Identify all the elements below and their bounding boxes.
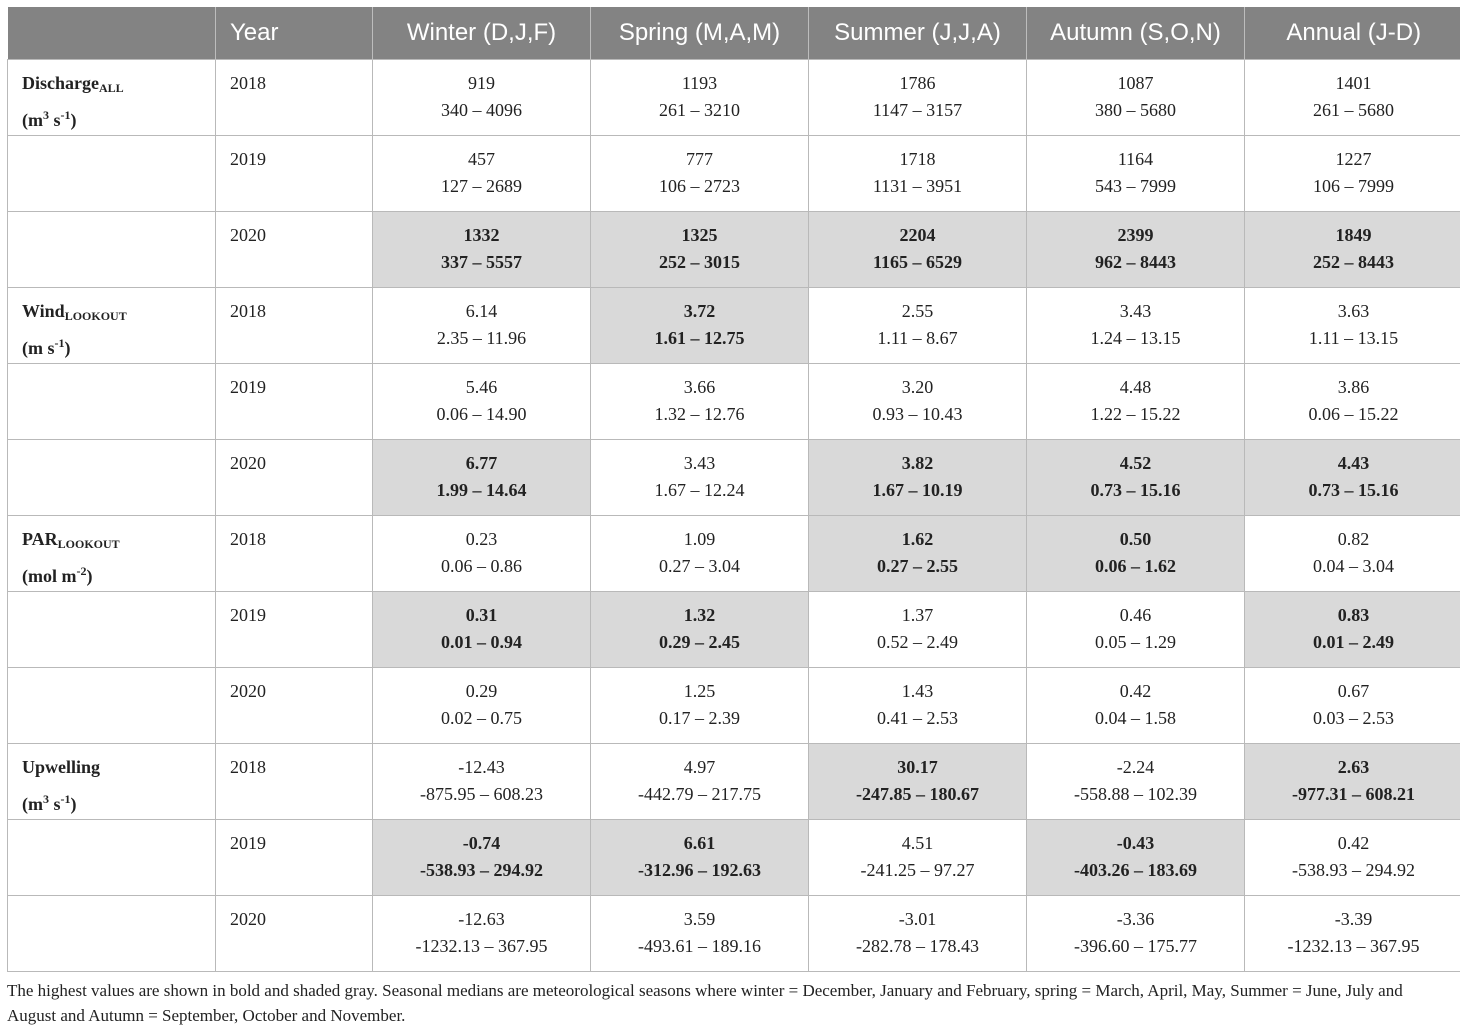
value-cell	[373, 364, 591, 440]
range-value: 962 – 8443	[1095, 252, 1176, 272]
median-value: 1849	[1335, 225, 1372, 245]
year-value: 2018	[230, 757, 266, 777]
range-value: 252 – 3015	[659, 252, 740, 272]
range-value: 0.02 – 0.75	[441, 708, 522, 728]
range-value: 543 – 7999	[1095, 176, 1176, 196]
median-value: -3.39	[1334, 909, 1373, 929]
param-name: Upwelling	[22, 757, 101, 777]
median-value: 919	[468, 73, 495, 93]
median-value: 0.29	[465, 681, 498, 701]
range-value: 337 – 5557	[441, 252, 522, 272]
value-cell	[1027, 516, 1245, 592]
value-cell	[591, 136, 809, 212]
value-cell	[1027, 820, 1245, 896]
value-cell	[1245, 592, 1460, 668]
range-value: 0.73 – 15.16	[1090, 480, 1181, 500]
unit-part: s	[49, 110, 61, 130]
table-row	[8, 60, 1460, 136]
median-value: 3.82	[901, 453, 934, 473]
param-name: Wind	[22, 301, 65, 321]
value-cell	[1027, 668, 1245, 744]
median-value: 1.32	[683, 605, 716, 625]
range-value: -282.78 – 178.43	[856, 936, 979, 956]
header-annual: Annual (J-D)	[1245, 7, 1460, 60]
param-cell	[8, 820, 216, 896]
median-value: 457	[468, 149, 495, 169]
range-value: 0.17 – 2.39	[659, 708, 740, 728]
year-value: 2018	[230, 301, 266, 321]
year-value: 2019	[230, 605, 266, 625]
value-cell	[591, 896, 809, 972]
median-value: 6.14	[465, 301, 498, 321]
value-cell	[591, 516, 809, 592]
median-value: 1087	[1117, 73, 1154, 93]
median-value: 3.43	[683, 453, 716, 473]
median-value: 5.46	[465, 377, 498, 397]
median-value: 3.72	[683, 301, 716, 321]
median-value: 1.09	[683, 529, 716, 549]
range-value: 0.01 – 2.49	[1313, 632, 1394, 652]
range-value: -403.26 – 183.69	[1074, 860, 1197, 880]
median-value: -0.43	[1116, 833, 1155, 853]
range-value: -442.79 – 217.75	[638, 784, 761, 804]
median-value: 1718	[899, 149, 936, 169]
param-name: PAR	[22, 529, 58, 549]
range-value: -493.61 – 189.16	[638, 936, 761, 956]
value-cell	[1027, 60, 1245, 136]
table-header-row	[8, 7, 1460, 60]
median-value: 0.23	[465, 529, 498, 549]
range-value: 0.93 – 10.43	[872, 404, 963, 424]
value-cell	[373, 592, 591, 668]
range-value: -241.25 – 97.27	[860, 860, 975, 880]
year-cell	[216, 440, 373, 516]
range-value: 1.32 – 12.76	[654, 404, 745, 424]
header-param	[8, 7, 216, 60]
median-value: 4.51	[901, 833, 934, 853]
value-cell	[1245, 744, 1460, 820]
median-value: 3.43	[1119, 301, 1152, 321]
median-value: 1193	[681, 73, 718, 93]
param-subscript: LOOKOUT	[57, 537, 120, 551]
year-cell	[216, 136, 373, 212]
table-row	[8, 440, 1460, 516]
value-cell	[591, 820, 809, 896]
range-value: 380 – 5680	[1095, 100, 1176, 120]
median-value: 1401	[1335, 73, 1372, 93]
param-cell	[8, 592, 216, 668]
median-value: 4.97	[683, 757, 716, 777]
param-cell	[8, 516, 216, 592]
range-value: 0.03 – 2.53	[1313, 708, 1394, 728]
unit-part: )	[64, 338, 71, 358]
median-value: 2204	[899, 225, 936, 245]
year-cell	[216, 288, 373, 364]
range-value: 2.35 – 11.96	[436, 328, 527, 348]
median-value: 1164	[1117, 149, 1154, 169]
range-value: 1.22 – 15.22	[1090, 404, 1181, 424]
unit-part: s	[49, 794, 61, 814]
median-value: 6.77	[465, 453, 498, 473]
value-cell	[373, 896, 591, 972]
range-value: 261 – 3210	[659, 100, 740, 120]
median-value: 1786	[899, 73, 936, 93]
range-value: 1.11 – 8.67	[877, 328, 958, 348]
year-cell	[216, 516, 373, 592]
value-cell	[1027, 744, 1245, 820]
value-cell	[1245, 60, 1460, 136]
median-value: 2.63	[1337, 757, 1370, 777]
param-cell	[8, 440, 216, 516]
value-cell	[373, 60, 591, 136]
value-cell	[591, 288, 809, 364]
seasonal-medians-table	[7, 7, 1460, 972]
year-value: 2019	[230, 149, 266, 169]
value-cell	[1245, 668, 1460, 744]
header-winter: Winter (D,J,F)	[373, 7, 591, 60]
value-cell	[809, 516, 1027, 592]
year-cell	[216, 896, 373, 972]
range-value: 0.06 – 1.62	[1095, 556, 1176, 576]
value-cell	[373, 820, 591, 896]
median-value: 0.67	[1337, 681, 1370, 701]
value-cell	[1027, 288, 1245, 364]
value-cell	[809, 440, 1027, 516]
value-cell	[1027, 136, 1245, 212]
value-cell	[373, 440, 591, 516]
range-value: -875.95 – 608.23	[420, 784, 543, 804]
value-cell	[1027, 212, 1245, 288]
year-value: 2019	[230, 377, 266, 397]
table-row	[8, 136, 1460, 212]
range-value: 0.04 – 3.04	[1313, 556, 1394, 576]
range-value: 0.52 – 2.49	[877, 632, 958, 652]
year-value: 2020	[230, 909, 266, 929]
range-value: 0.27 – 3.04	[659, 556, 740, 576]
range-value: 127 – 2689	[441, 176, 522, 196]
median-value: 0.50	[1119, 529, 1152, 549]
range-value: 1131 – 3951	[872, 176, 963, 196]
range-value: 1.67 – 10.19	[872, 480, 963, 500]
range-value: 1.11 – 13.15	[1308, 328, 1399, 348]
median-value: 1325	[681, 225, 718, 245]
median-value: 3.63	[1337, 301, 1370, 321]
range-value: 0.06 – 14.90	[436, 404, 527, 424]
param-cell	[8, 364, 216, 440]
median-value: 1.37	[901, 605, 934, 625]
value-cell	[809, 896, 1027, 972]
value-cell	[373, 744, 591, 820]
value-cell	[809, 212, 1027, 288]
table-container	[7, 7, 1452, 972]
value-cell	[1245, 440, 1460, 516]
range-value: -1232.13 – 367.95	[415, 936, 548, 956]
unit-part: (m s	[22, 338, 55, 358]
unit-part: (mol m	[22, 566, 77, 586]
median-value: -12.43	[458, 757, 505, 777]
param-cell	[8, 288, 216, 364]
median-value: 4.48	[1119, 377, 1152, 397]
year-cell	[216, 820, 373, 896]
header-autumn: Autumn (S,O,N)	[1027, 7, 1245, 60]
range-value: 106 – 2723	[659, 176, 740, 196]
year-value: 2020	[230, 681, 266, 701]
value-cell	[591, 212, 809, 288]
year-cell	[216, 212, 373, 288]
value-cell	[1245, 212, 1460, 288]
value-cell	[1245, 896, 1460, 972]
value-cell	[591, 668, 809, 744]
median-value: 0.42	[1337, 833, 1370, 853]
range-value: 106 – 7999	[1313, 176, 1394, 196]
value-cell	[591, 364, 809, 440]
range-value: 0.73 – 15.16	[1308, 480, 1399, 500]
year-value: 2018	[230, 73, 266, 93]
header-year: Year	[216, 7, 373, 60]
median-value: 2399	[1117, 225, 1154, 245]
median-value: -0.74	[462, 833, 501, 853]
param-cell	[8, 744, 216, 820]
param-cell	[8, 212, 216, 288]
range-value: -396.60 – 175.77	[1074, 936, 1197, 956]
median-value: 2.55	[901, 301, 934, 321]
value-cell	[809, 820, 1027, 896]
value-cell	[809, 136, 1027, 212]
median-value: 4.52	[1119, 453, 1152, 473]
range-value: -538.93 – 294.92	[420, 860, 543, 880]
value-cell	[809, 592, 1027, 668]
value-cell	[1245, 364, 1460, 440]
median-value: 0.42	[1119, 681, 1152, 701]
year-value: 2020	[230, 453, 266, 473]
range-value: 1147 – 3157	[872, 100, 963, 120]
value-cell	[1027, 592, 1245, 668]
median-value: 0.31	[465, 605, 498, 625]
param-subscript: ALL	[98, 81, 124, 95]
value-cell	[1027, 896, 1245, 972]
table-row	[8, 212, 1460, 288]
value-cell	[809, 288, 1027, 364]
median-value: 777	[686, 149, 713, 169]
header-summer: Summer (J,J,A)	[809, 7, 1027, 60]
value-cell	[373, 668, 591, 744]
range-value: -538.93 – 294.92	[1292, 860, 1415, 880]
median-value: -3.36	[1116, 909, 1155, 929]
median-value: 30.17	[897, 757, 938, 777]
unit-part: )	[86, 566, 93, 586]
median-value: 1227	[1335, 149, 1372, 169]
median-value: 6.61	[683, 833, 716, 853]
unit-part: (m	[22, 110, 43, 130]
median-value: 1.25	[683, 681, 716, 701]
median-value: 3.66	[683, 377, 716, 397]
range-value: 0.01 – 0.94	[441, 632, 522, 652]
value-cell	[373, 288, 591, 364]
year-cell	[216, 668, 373, 744]
value-cell	[809, 60, 1027, 136]
range-value: 0.27 – 2.55	[877, 556, 958, 576]
range-value: 0.05 – 1.29	[1095, 632, 1176, 652]
median-value: 3.20	[901, 377, 934, 397]
value-cell	[1245, 288, 1460, 364]
range-value: 0.04 – 1.58	[1095, 708, 1176, 728]
range-value: -977.31 – 608.21	[1292, 784, 1415, 804]
year-value: 2019	[230, 833, 266, 853]
unit-part: (m	[22, 794, 43, 814]
param-cell	[8, 896, 216, 972]
range-value: 0.06 – 15.22	[1308, 404, 1399, 424]
value-cell	[809, 668, 1027, 744]
param-cell	[8, 60, 216, 136]
table-row	[8, 744, 1460, 820]
value-cell	[373, 136, 591, 212]
range-value: -1232.13 – 367.95	[1287, 936, 1420, 956]
range-value: -312.96 – 192.63	[638, 860, 761, 880]
range-value: 0.06 – 0.86	[441, 556, 522, 576]
median-value: -2.24	[1116, 757, 1155, 777]
value-cell	[1245, 136, 1460, 212]
table-row	[8, 288, 1460, 364]
param-subscript: LOOKOUT	[64, 309, 127, 323]
param-cell	[8, 136, 216, 212]
value-cell	[591, 440, 809, 516]
param-name: Discharge	[22, 73, 99, 93]
table-footnote: The highest values are shown in bold and shaded gray. Seasonal medians are meteorological seasons where winter = December, January and February, spring = March, April, May, Summer = June, July and August and Autumn = September, October and November.	[7, 981, 1403, 1025]
year-cell	[216, 60, 373, 136]
value-cell	[1027, 440, 1245, 516]
year-value: 2020	[230, 225, 266, 245]
median-value: 3.59	[683, 909, 716, 929]
range-value: 340 – 4096	[441, 100, 522, 120]
table-row	[8, 592, 1460, 668]
param-unit	[22, 786, 215, 818]
table-row	[8, 364, 1460, 440]
table-row	[8, 820, 1460, 896]
value-cell	[591, 60, 809, 136]
year-cell	[216, 744, 373, 820]
value-cell	[591, 744, 809, 820]
param-unit	[22, 558, 215, 590]
median-value: 3.86	[1337, 377, 1370, 397]
value-cell	[373, 212, 591, 288]
value-cell	[1245, 820, 1460, 896]
range-value: 261 – 5680	[1313, 100, 1394, 120]
unit-part: 3	[43, 792, 49, 806]
median-value: 1.43	[901, 681, 934, 701]
range-value: 1.61 – 12.75	[654, 328, 745, 348]
unit-part: -1	[60, 792, 71, 806]
range-value: 252 – 8443	[1313, 252, 1394, 272]
unit-part: )	[70, 110, 77, 130]
table-row	[8, 896, 1460, 972]
table-row	[8, 668, 1460, 744]
param-unit	[22, 102, 215, 134]
value-cell	[809, 744, 1027, 820]
value-cell	[1245, 516, 1460, 592]
median-value: 1.62	[901, 529, 934, 549]
range-value: 0.29 – 2.45	[659, 632, 740, 652]
param-cell	[8, 668, 216, 744]
unit-part: -2	[76, 564, 87, 578]
range-value: 1.67 – 12.24	[654, 480, 745, 500]
unit-part: -1	[54, 336, 65, 350]
unit-part: )	[70, 794, 77, 814]
table-row	[8, 516, 1460, 592]
range-value: 0.41 – 2.53	[877, 708, 958, 728]
range-value: 1.99 – 14.64	[436, 480, 527, 500]
value-cell	[1027, 364, 1245, 440]
year-cell	[216, 592, 373, 668]
year-value: 2018	[230, 529, 266, 549]
median-value: 0.83	[1337, 605, 1370, 625]
median-value: -3.01	[898, 909, 937, 929]
param-unit	[22, 330, 215, 362]
table-body	[8, 60, 1460, 972]
median-value: 4.43	[1337, 453, 1370, 473]
median-value: 0.82	[1337, 529, 1370, 549]
unit-part: -1	[60, 108, 71, 122]
year-cell	[216, 364, 373, 440]
unit-part: 3	[43, 108, 49, 122]
range-value: -558.88 – 102.39	[1074, 784, 1197, 804]
median-value: -12.63	[458, 909, 505, 929]
header-spring: Spring (M,A,M)	[591, 7, 809, 60]
range-value: 1165 – 6529	[872, 252, 962, 272]
value-cell	[591, 592, 809, 668]
median-value: 0.46	[1119, 605, 1152, 625]
median-value: 1332	[463, 225, 500, 245]
range-value: -247.85 – 180.67	[856, 784, 979, 804]
value-cell	[373, 516, 591, 592]
value-cell	[809, 364, 1027, 440]
range-value: 1.24 – 13.15	[1090, 328, 1181, 348]
